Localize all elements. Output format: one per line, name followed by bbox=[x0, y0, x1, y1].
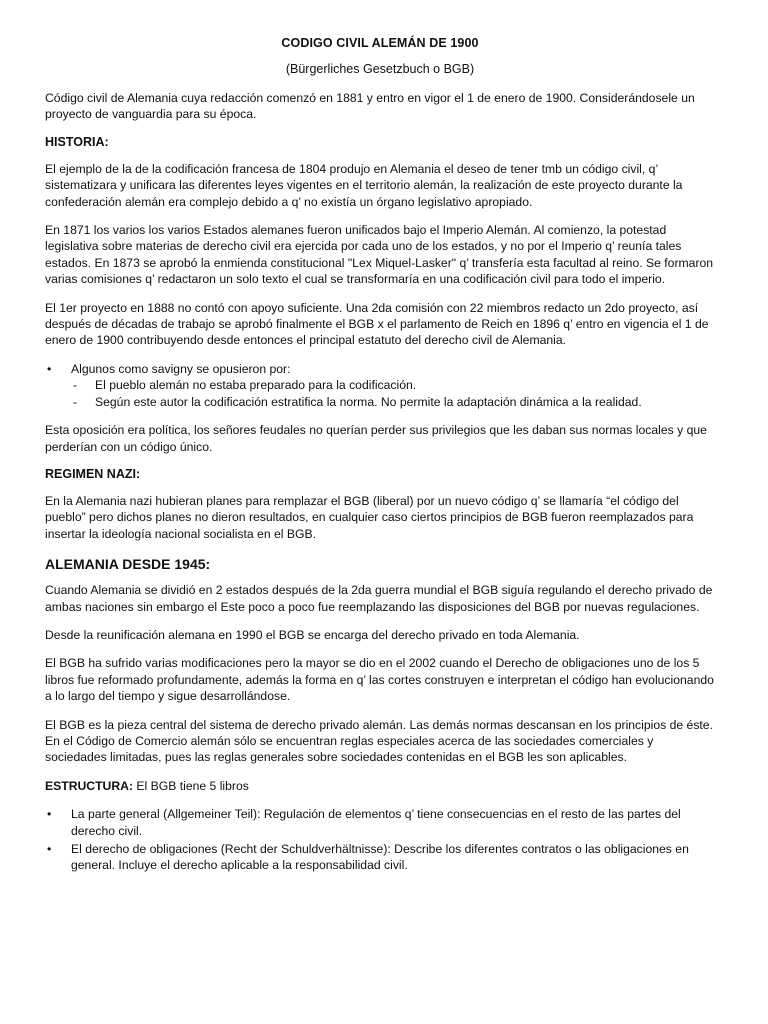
document-page bbox=[45, 36, 715, 886]
savigny-bullet-text: Algunos como savigny se opusieron por: bbox=[71, 361, 291, 376]
historia-paragraph-1: El ejemplo de la de la codificación francesa de 1804 produjo en Alemania el deseo de tener tmb un código civil, q’ sistematizara y unificara las diferentes leyes vigentes en el territorio alemán, la realización de este proyecto durante la confederación alemán era complejo debido a q’ no existía un órgano legislativo apropiado. bbox=[45, 161, 683, 209]
historia-paragraph-3: El 1er proyecto en 1888 no contó con apoyo suficiente. Una 2da comisión con 22 miembros redacto un 2do proyecto, así después de décadas de trabajo se aprobó finalmente el BGB x el parlamento de Reich en 1896 q’ entro en vigencia el 1 de enero de 1900 contribuyendo desde entonces el principal estatuto del derecho civil de Alemania. bbox=[45, 300, 709, 348]
estructura-list bbox=[45, 806, 715, 874]
estructura-heading: ESTRUCTURA: bbox=[45, 778, 134, 793]
historia-paragraph-2: En 1871 los varios los varios Estados alemanes fueron unificados bajo el Imperio Alemán. Al comienzo, la potestad legislativa sobre materias de derecho civil era ejercida por cada uno de los estados, y no por el Imperio q’ reunía tales estados. En 1873 se aprobó la enmienda constitucional "Lex Miquel-Lasker" q’ transfería esta facultad al reino. Se formaron varias comisiones q’ redactaron un solo texto el cual se transformaría en una codificación civil para todo el imperio. bbox=[45, 223, 714, 287]
list-item bbox=[45, 361, 715, 410]
desde-1945-heading: ALEMANIA DESDE 1945: bbox=[45, 556, 211, 573]
historia-heading: HISTORIA: bbox=[45, 134, 109, 149]
list-item: - Según este autor la codificación estratifica la norma. No permite la adaptación dinámica a la realidad. bbox=[71, 394, 715, 410]
nazi-paragraph: En la Alemania nazi hubieran planes para remplazar el BGB (liberal) por un nuevo código q’ se llamaría “el código del pueblo” pero dichos planes no dieron resultados, en cualquier caso ciertos principios de BGB fueron reemplazados para insertar la ideología nacional socialista en el BGB. bbox=[45, 493, 694, 541]
document-subtitle: (Bürgerliches Gesetzbuch o BGB) bbox=[285, 62, 475, 76]
list-item: • La parte general (Allgemeiner Teil): Regulación de elementos q’ tiene consecuencias en el resto de las partes del derecho civil. bbox=[45, 806, 715, 839]
desde-1945-paragraph-4: El BGB es la pieza central del sistema de derecho privado alemán. Las demás normas descansan en los principios de éste. En el Código de Comercio alemán sólo se encuentran reglas especiales acerca de las sociedades comerciales y sociedades limitadas, pues las reglas generales sobre sociedades contenidas en el BGB les son aplicables. bbox=[45, 717, 713, 765]
desde-1945-paragraph-3: El BGB ha sufrido varias modificaciones pero la mayor se dio en el 2002 cuando el Derecho de obligaciones uno de los 5 libros fue reformado profundamente, además la forma en q’ las cortes construyen e interpretan el código han evolucionando a lo largo del tiempo y sigue desarrollándose. bbox=[45, 656, 714, 704]
historia-closing-paragraph: Esta oposición era política, los señores feudales no querían perder sus privilegios que les daban sus normas locales y que perderían con un código único. bbox=[45, 423, 707, 454]
list-item: - El pueblo alemán no estaba preparado para la codificación. bbox=[71, 377, 715, 393]
list-item: • El derecho de obligaciones (Recht der Schuldverhältnisse): Describe los diferentes contratos o las obligaciones en general. Incluye el derecho aplicable a la responsabilidad civil. bbox=[45, 841, 715, 874]
estructura-line bbox=[45, 778, 715, 794]
savigny-reasons bbox=[71, 377, 715, 410]
intro-paragraph: Código civil de Alemania cuya redacción comenzó en 1881 y entro en vigor el 1 de enero de 1900. Considerándosele un proyecto de vanguardia para su época. bbox=[45, 91, 695, 122]
document-title: CODIGO CIVIL ALEMÁN DE 1900 bbox=[281, 36, 479, 50]
desde-1945-paragraph-1: Cuando Alemania se dividió en 2 estados después de la 2da guerra mundial el BGB siguía regulando el derecho privado de ambas naciones sin embargo el Este poco a poco fue reemplazando las disposiciones del BGB por nuevas regulaciones. bbox=[45, 583, 713, 614]
desde-1945-paragraph-2: Desde la reunificación alemana en 1990 el BGB se encarga del derecho privado en toda Alemania. bbox=[45, 627, 580, 642]
nazi-heading: REGIMEN NAZI: bbox=[45, 466, 141, 481]
savigny-list bbox=[45, 361, 715, 410]
estructura-text: El BGB tiene 5 libros bbox=[133, 778, 249, 793]
